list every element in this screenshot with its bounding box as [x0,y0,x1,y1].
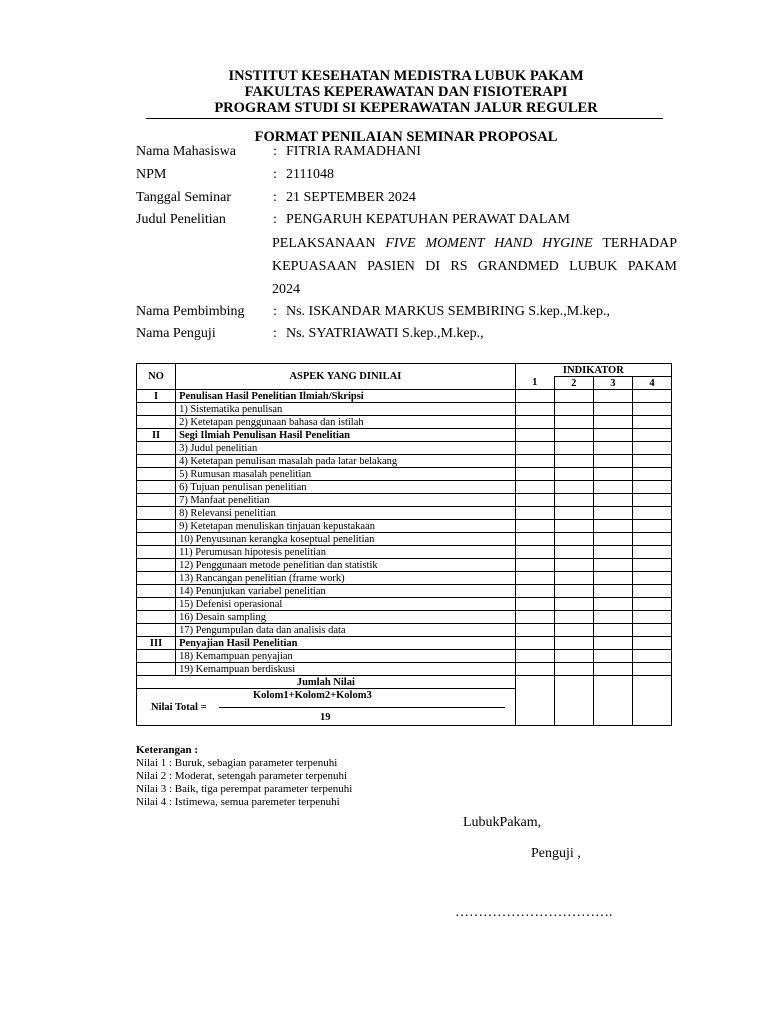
aspect-label: 17) Pengumpulan data dan analisis data [176,624,516,637]
score-cell[interactable] [554,416,593,429]
score-cell[interactable] [554,637,593,650]
score-cell[interactable] [554,494,593,507]
table-row [137,533,672,546]
nilai-total-cell [137,689,516,726]
assessment-table [136,363,672,726]
score-cell[interactable] [554,546,593,559]
score-cell[interactable] [632,429,671,442]
table-row [137,572,672,585]
score-cell[interactable] [515,455,554,468]
npm-label: NPM [136,167,167,182]
score-cell[interactable] [632,494,671,507]
keterangan-item: Nilai 1 : Buruk, sebagian parameter terpenuhi [136,757,338,769]
score-cell[interactable] [554,585,593,598]
score-cell[interactable] [515,624,554,637]
score-cell[interactable] [515,494,554,507]
score-cell[interactable] [593,663,632,676]
colon: : [273,190,277,205]
score-cell[interactable] [593,455,632,468]
keterangan-item: Nilai 2 : Moderat, setengah parameter terpenuhi [136,770,348,782]
row-number [137,546,176,559]
score-cell[interactable] [593,637,632,650]
row-number [137,533,176,546]
score-cell[interactable] [554,676,593,726]
score-cell[interactable] [554,611,593,624]
score-cell[interactable] [515,442,554,455]
institution-name: INSTITUT KESEHATAN MEDISTRA LUBUK PAKAM [228,68,584,84]
judul-line1: PENGARUH KEPATUHAN PERAWAT DALAM [286,212,570,227]
row-number [137,624,176,637]
penguji-label: Nama Penguji [136,326,216,341]
pembimbing-label: Nama Pembimbing [136,304,245,319]
row-number: III [137,637,176,650]
row-number [137,468,176,481]
score-cell[interactable] [593,598,632,611]
score-cell[interactable] [554,533,593,546]
score-cell[interactable] [632,546,671,559]
row-number [137,455,176,468]
score-cell[interactable] [593,403,632,416]
score-cell[interactable] [554,520,593,533]
score-cell[interactable] [632,598,671,611]
aspect-label: 8) Relevansi penelitian [176,507,516,520]
score-cell[interactable] [515,559,554,572]
aspect-label: 16) Desain sampling [176,611,516,624]
score-cell[interactable] [515,520,554,533]
signature-role: Penguji , [531,846,581,861]
table-row [137,637,672,650]
score-cell[interactable] [593,572,632,585]
judul-line4: 2024 [272,282,300,297]
header-divider [146,118,663,119]
aspect-label: 1) Sistematika penulisan [176,403,516,416]
row-number: II [137,429,176,442]
table-row [137,442,672,455]
score-cell[interactable] [554,468,593,481]
score-cell[interactable] [632,611,671,624]
score-cell[interactable] [593,468,632,481]
score-cell[interactable] [593,611,632,624]
score-cell[interactable] [515,429,554,442]
score-cell[interactable] [554,455,593,468]
score-cell[interactable] [632,481,671,494]
row-number [137,611,176,624]
score-cell[interactable] [593,416,632,429]
score-cell[interactable] [632,572,671,585]
aspect-label: 13) Rancangan penelitian (frame work) [176,572,516,585]
aspect-label: 6) Tujuan penulisan penelitian [176,481,516,494]
table-row [137,494,672,507]
score-cell[interactable] [554,598,593,611]
score-cell[interactable] [515,650,554,663]
keterangan-item: Nilai 4 : Istimewa, semua paremeter terpenuhi [136,796,340,808]
table-row [137,403,672,416]
judul-continuation [272,232,677,301]
score-cell[interactable] [632,533,671,546]
aspect-label: 15) Defenisi operasional [176,598,516,611]
score-cell[interactable] [632,390,671,403]
score-cell[interactable] [515,533,554,546]
score-cell[interactable] [593,442,632,455]
aspect-label: 18) Kemampuan penyajian [176,650,516,663]
table-row [137,468,672,481]
score-cell[interactable] [554,481,593,494]
table-row [137,546,672,559]
row-number [137,572,176,585]
row-number [137,442,176,455]
score-cell[interactable] [515,403,554,416]
table-row [137,559,672,572]
table-row [137,481,672,494]
judul-italic: FIVE MOMENT HAND HYGINE [385,236,593,251]
score-cell[interactable] [554,650,593,663]
table-row [137,455,672,468]
score-cell[interactable] [632,416,671,429]
score-cell[interactable] [554,559,593,572]
table-row [137,650,672,663]
score-cell[interactable] [593,533,632,546]
score-cell[interactable] [632,468,671,481]
colon: : [273,212,277,227]
score-cell[interactable] [632,585,671,598]
score-cell[interactable] [632,520,671,533]
score-cell[interactable] [593,390,632,403]
score-cell[interactable] [593,494,632,507]
score-cell[interactable] [554,507,593,520]
score-cell[interactable] [554,390,593,403]
table-row [137,663,672,676]
table-row [137,611,672,624]
indikator-3-header: 3 [593,377,632,390]
score-cell[interactable] [632,676,671,726]
pembimbing-value: Ns. ISKANDAR MARKUS SEMBIRING S.kep.,M.kep., [286,304,610,319]
indikator-2-header: 2 [554,377,593,390]
score-cell[interactable] [593,481,632,494]
tanggal-label: Tanggal Seminar [136,190,232,205]
aspect-label: 7) Manfaat penelitian [176,494,516,507]
colon: : [273,304,277,319]
npm-value: 2111048 [286,167,334,182]
aspect-label: 12) Penggunaan metode penelitian dan statistik [176,559,516,572]
jumlah-row [137,676,672,689]
score-cell[interactable] [515,663,554,676]
table-row [137,585,672,598]
score-cell[interactable] [593,546,632,559]
table-row [137,429,672,442]
score-cell[interactable] [554,663,593,676]
score-cell[interactable] [632,650,671,663]
score-cell[interactable] [632,663,671,676]
signature-place: LubukPakam, [463,815,542,830]
keterangan [136,744,352,809]
aspect-label: 5) Rumusan masalah penelitian [176,468,516,481]
score-cell[interactable] [593,559,632,572]
penguji-value: Ns. SYATRIAWATI S.kep.,M.kep., [286,326,484,341]
score-cell[interactable] [554,403,593,416]
score-cell[interactable] [554,624,593,637]
colon: : [273,144,277,159]
nilai-total-label: Nilai Total = [151,702,207,713]
score-cell[interactable] [632,442,671,455]
section-heading: Segi Ilmiah Penulisan Hasil Penelitian [176,429,516,442]
row-number [137,481,176,494]
fraction-numerator: Kolom1+Kolom2+Kolom3 [253,690,372,701]
row-number [137,494,176,507]
row-number [137,663,176,676]
table-row [137,598,672,611]
score-cell[interactable] [515,416,554,429]
signature-line: ……………………………. [455,905,613,920]
score-cell[interactable] [515,481,554,494]
col-no-header: NO [137,364,176,390]
keterangan-item: Nilai 3 : Baik, tiga perempat parameter terpenuhi [136,783,353,795]
table-row [137,624,672,637]
table-header-row [137,364,672,377]
score-cell[interactable] [515,611,554,624]
table-row [137,507,672,520]
judul-line3: KEPUASAAN PASIEN DI RS GRANDMED LUBUK PAKAM [272,259,677,274]
row-number [137,403,176,416]
jumlah-label: Jumlah Nilai [137,676,516,689]
indikator-1-header: 1 [515,377,554,390]
score-cell[interactable] [593,507,632,520]
score-cell[interactable] [515,585,554,598]
score-cell[interactable] [632,403,671,416]
score-cell[interactable] [515,637,554,650]
col-aspek-header: ASPEK YANG DINILAI [176,364,516,390]
tanggal-value: 21 SEPTEMBER 2024 [286,190,416,205]
row-number [137,520,176,533]
judul-label: Judul Penelitian [136,212,226,227]
table-row [137,416,672,429]
score-cell[interactable] [554,572,593,585]
nama-label: Nama Mahasiswa [136,144,236,159]
score-cell[interactable] [515,598,554,611]
aspect-label: 19) Kemampuan berdiskusi [176,663,516,676]
score-cell[interactable] [593,676,632,726]
faculty-name: FAKULTAS KEPERAWATAN DAN FISIOTERAPI [244,84,568,100]
row-number [137,585,176,598]
score-cell[interactable] [593,650,632,663]
row-number [137,416,176,429]
keterangan-title: Keterangan : [136,744,199,756]
score-cell[interactable] [593,520,632,533]
score-cell[interactable] [632,559,671,572]
judul-line2: PELAKSANAAN FIVE MOMENT HAND HYGINE TERHADAP [272,236,678,251]
row-number [137,507,176,520]
aspect-label: 2) Ketetapan penggunaan bahasa dan istilah [176,416,516,429]
score-cell[interactable] [554,442,593,455]
row-number [137,559,176,572]
score-cell[interactable] [632,507,671,520]
table-row [137,390,672,403]
fraction-denominator: 19 [320,712,331,723]
aspect-label: 11) Perumusan hipotesis penelitian [176,546,516,559]
score-cell[interactable] [515,546,554,559]
table-body [137,390,672,676]
score-cell[interactable] [632,455,671,468]
row-number [137,598,176,611]
colon: : [273,167,277,182]
form-title: FORMAT PENILAIAN SEMINAR PROPOSAL [254,129,558,145]
score-cell[interactable] [593,585,632,598]
aspect-label: 14) Penunjukan variabel penelitian [176,585,516,598]
col-indikator-header: INDIKATOR [515,364,671,377]
aspect-label: 9) Ketetapan menuliskan tinjauan kepustakaan [176,520,516,533]
score-cell[interactable] [515,676,554,726]
nama-value: FITRIA RAMADHANI [286,144,421,159]
score-cell[interactable] [632,624,671,637]
score-cell[interactable] [515,390,554,403]
score-cell[interactable] [515,468,554,481]
score-cell[interactable] [554,429,593,442]
section-heading: Penulisan Hasil Penelitian Ilmiah/Skripsi [176,390,516,403]
score-cell[interactable] [593,624,632,637]
score-cell[interactable] [515,507,554,520]
aspect-label: 10) Penyusunan kerangka koseptual penelitian [176,533,516,546]
section-heading: Penyajian Hasil Penelitian [176,637,516,650]
score-cell[interactable] [515,572,554,585]
table-row [137,520,672,533]
score-cell[interactable] [632,637,671,650]
score-cell[interactable] [593,429,632,442]
row-number [137,650,176,663]
fraction-line [219,707,505,708]
row-number: I [137,390,176,403]
colon: : [273,326,277,341]
program-name: PROGRAM STUDI SI KEPERAWATAN JALUR REGULER [214,100,598,116]
aspect-label: 3) Judul penelitian [176,442,516,455]
aspect-label: 4) Ketetapan penulisan masalah pada latar belakang [176,455,516,468]
indikator-4-header: 4 [632,377,671,390]
